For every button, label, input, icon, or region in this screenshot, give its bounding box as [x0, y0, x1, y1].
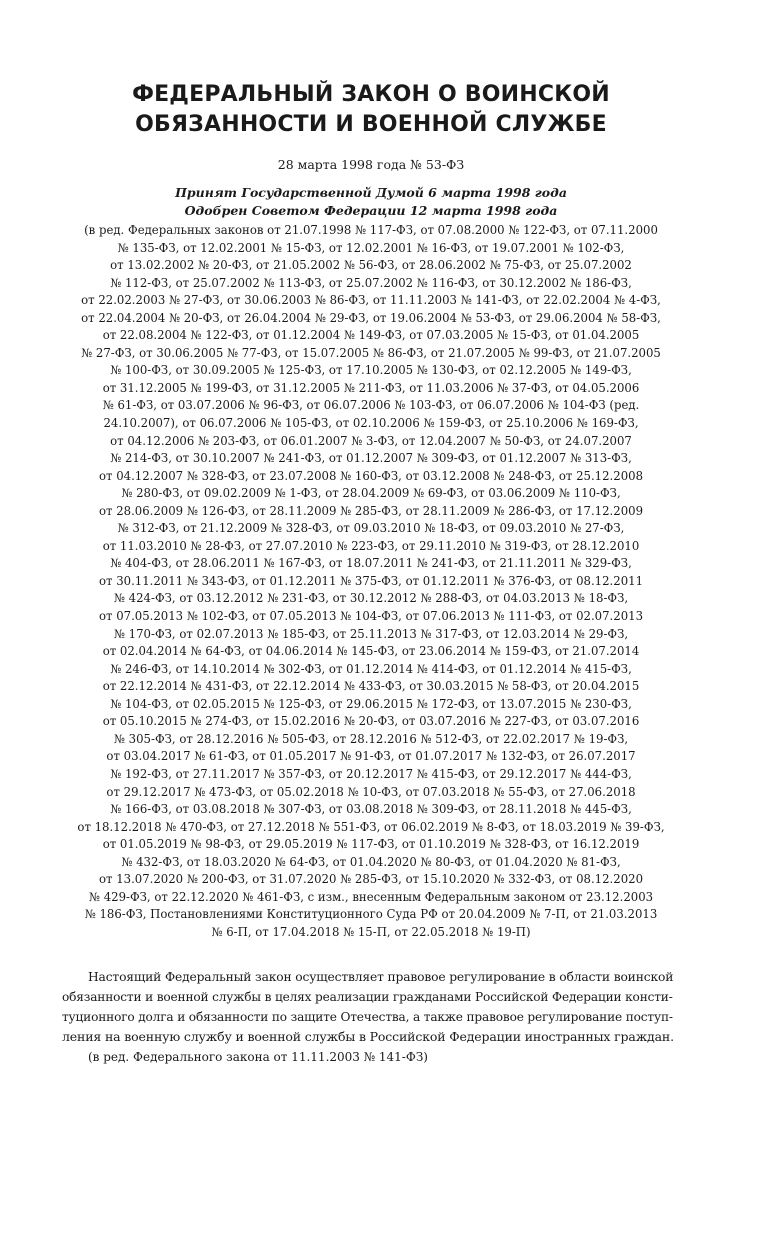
amendments-list [62, 222, 680, 941]
approved-by-council: Одобрен Советом Федерации 12 марта 1998 года [184, 203, 558, 218]
amendment-line: № 135-ФЗ, от 12.02.2001 № 15-ФЗ, от 12.02.2001 № 16-ФЗ, от 19.07.2001 № 102-ФЗ, [117, 240, 625, 255]
redaction-note: (в ред. Федерального закона от 11.11.2003 № 141-ФЗ) [88, 1050, 428, 1065]
preamble-line: туционного долга и обязанности по защите Отечества, а также правовое регулирование поступ- [62, 1010, 673, 1025]
amendment-line: № 192-ФЗ, от 27.11.2017 № 357-ФЗ, от 20.12.2017 № 415-ФЗ, от 29.12.2017 № 444-ФЗ, [110, 766, 632, 781]
amendment-line: № 246-ФЗ, от 14.10.2014 № 302-ФЗ, от 01.12.2014 № 414-ФЗ, от 01.12.2014 № 415-ФЗ, [110, 661, 632, 676]
amendment-line: № 170-ФЗ, от 02.07.2013 № 185-ФЗ, от 25.11.2013 № 317-ФЗ, от 12.03.2014 № 29-ФЗ, [113, 626, 629, 641]
amendment-line: № 404-ФЗ, от 28.06.2011 № 167-ФЗ, от 18.07.2011 № 241-ФЗ, от 21.11.2011 № 329-ФЗ, [110, 556, 632, 571]
amendment-line: от 31.12.2005 № 199-ФЗ, от 31.12.2005 № 211-ФЗ, от 11.03.2006 № 37-ФЗ, от 04.05.2006 [102, 380, 640, 395]
amendment-line: от 13.07.2020 № 200-ФЗ, от 31.07.2020 № 285-ФЗ, от 15.10.2020 № 332-ФЗ, от 08.12.2020 [98, 872, 644, 887]
amendment-line: № 104-ФЗ, от 02.05.2015 № 125-ФЗ, от 29.06.2015 № 172-ФЗ, от 13.07.2015 № 230-ФЗ, [110, 696, 632, 711]
amendment-line: № 100-ФЗ, от 30.09.2005 № 125-ФЗ, от 17.10.2005 № 130-ФЗ, от 02.12.2005 № 149-ФЗ, [110, 363, 632, 378]
amendment-line: № 305-ФЗ, от 28.12.2016 № 505-ФЗ, от 28.12.2016 № 512-ФЗ, от 22.02.2017 № 19-ФЗ, [113, 731, 629, 746]
amendment-line: от 13.02.2002 № 20-ФЗ, от 21.05.2002 № 56-ФЗ, от 28.06.2002 № 75-ФЗ, от 25.07.2002 [110, 258, 632, 273]
law-date-number: 28 марта 1998 года № 53-ФЗ [277, 157, 465, 172]
amendment-line: от 30.11.2011 № 343-ФЗ, от 01.12.2011 № 375-ФЗ, от 01.12.2011 № 376-ФЗ, от 08.12.2011 [98, 573, 644, 588]
amendment-line: № 166-ФЗ, от 03.08.2018 № 307-ФЗ, от 03.08.2018 № 309-ФЗ, от 28.11.2018 № 445-ФЗ, [110, 802, 632, 817]
amendment-line: от 28.06.2009 № 126-ФЗ, от 28.11.2009 № 285-ФЗ, от 28.11.2009 № 286-ФЗ, от 17.12.2009 [98, 503, 644, 518]
document-title [62, 80, 680, 140]
amendment-line: от 22.02.2003 № 27-ФЗ, от 30.06.2003 № 86-ФЗ, от 11.11.2003 № 141-ФЗ, от 22.02.2004 № 4-ФЗ, [81, 293, 661, 308]
amendment-line: от 11.03.2010 № 28-ФЗ, от 27.07.2010 № 223-ФЗ, от 29.11.2010 № 319-ФЗ, от 28.12.2010 [102, 538, 640, 553]
amendment-line: от 22.12.2014 № 431-ФЗ, от 22.12.2014 № 433-ФЗ, от 30.03.2015 № 58-ФЗ, от 20.04.2015 [102, 679, 640, 694]
amendment-line: (в ред. Федеральных законов от 21.07.1998 № 117-ФЗ, от 07.08.2000 № 122-ФЗ, от 07.11.2000 [84, 223, 658, 237]
amendment-line: № 432-ФЗ, от 18.03.2020 № 64-ФЗ, от 01.04.2020 № 80-ФЗ, от 01.04.2020 № 81-ФЗ, [121, 854, 621, 869]
amendment-line: от 05.10.2015 № 274-ФЗ, от 15.02.2016 № 20-ФЗ, от 03.07.2016 № 227-ФЗ, от 03.07.2016 [102, 714, 640, 729]
amendment-line: № 424-ФЗ, от 03.12.2012 № 231-ФЗ, от 30.12.2012 № 288-ФЗ, от 04.03.2013 № 18-ФЗ, [113, 591, 629, 606]
amendment-line: от 29.12.2017 № 473-ФЗ, от 05.02.2018 № 10-ФЗ, от 07.03.2018 № 55-ФЗ, от 27.06.2018 [106, 784, 636, 799]
amendment-line: от 04.12.2007 № 328-ФЗ, от 23.07.2008 № 160-ФЗ, от 03.12.2008 № 248-ФЗ, от 25.12.2008 [98, 468, 644, 483]
preamble-paragraph [62, 967, 680, 1047]
title-line-1: ФЕДЕРАЛЬНЫЙ ЗАКОН О ВОИНСКОЙ [132, 82, 610, 107]
amendment-line: от 22.08.2004 № 122-ФЗ, от 01.12.2004 № 149-ФЗ, от 07.03.2005 № 15-ФЗ, от 01.04.2005 [102, 328, 640, 343]
amendment-line: № 6-П, от 17.04.2018 № 15-П, от 22.05.2018 № 19-П) [211, 924, 531, 939]
preamble-line: Настоящий Федеральный закон осуществляет правовое регулирование в области воинской [88, 970, 674, 985]
amendment-line: № 186-ФЗ, Постановлениями Конституционного Суда РФ от 20.04.2009 № 7-П, от 21.03.2013 [84, 907, 658, 922]
amendment-line: 24.10.2007), от 06.07.2006 № 105-ФЗ, от 02.10.2006 № 159-ФЗ, от 25.10.2006 № 169-ФЗ, [103, 416, 639, 431]
preamble-line: обязанности и военной службы в целях реализации гражданами Российской Федерации консти- [62, 990, 673, 1005]
amendment-line: от 18.12.2018 № 470-ФЗ, от 27.12.2018 № 551-ФЗ, от 06.02.2019 № 8-ФЗ, от 18.03.2019 № 39-ФЗ, [77, 819, 665, 834]
document-page [62, 80, 680, 1067]
amendment-line: № 429-ФЗ, от 22.12.2020 № 461-ФЗ, с изм., внесенным Федеральным законом от 23.12.2003 [88, 889, 654, 904]
amendment-line: от 02.04.2014 № 64-ФЗ, от 04.06.2014 № 145-ФЗ, от 23.06.2014 № 159-ФЗ, от 21.07.2014 [102, 644, 640, 659]
amendment-line: № 112-ФЗ, от 25.07.2002 № 113-ФЗ, от 25.07.2002 № 116-ФЗ, от 30.12.2002 № 186-ФЗ, [110, 275, 632, 290]
amendment-line: от 01.05.2019 № 98-ФЗ, от 29.05.2019 № 117-ФЗ, от 01.10.2019 № 328-ФЗ, от 16.12.2019 [102, 837, 640, 852]
adopted-by-duma: Принят Государственной Думой 6 марта 1998 года [175, 185, 567, 200]
amendment-line: от 03.04.2017 № 61-ФЗ, от 01.05.2017 № 91-ФЗ, от 01.07.2017 № 132-ФЗ, от 26.07.2017 [106, 749, 636, 764]
amendment-line: № 280-ФЗ, от 09.02.2009 № 1-ФЗ, от 28.04.2009 № 69-ФЗ, от 03.06.2009 № 110-ФЗ, [121, 486, 621, 501]
amendment-line: № 312-ФЗ, от 21.12.2009 № 328-ФЗ, от 09.03.2010 № 18-ФЗ, от 09.03.2010 № 27-ФЗ, [117, 521, 625, 536]
amendment-line: № 27-ФЗ, от 30.06.2005 № 77-ФЗ, от 15.07.2005 № 86-ФЗ, от 21.07.2005 № 99-ФЗ, от 21.07.2005 [81, 345, 661, 360]
amendment-line: от 04.12.2006 № 203-ФЗ, от 06.01.2007 № 3-ФЗ, от 12.04.2007 № 50-ФЗ, от 24.07.2007 [110, 433, 632, 448]
amendment-line: от 07.05.2013 № 102-ФЗ, от 07.05.2013 № 104-ФЗ, от 07.06.2013 № 111-ФЗ, от 02.07.2013 [98, 609, 644, 624]
amendment-line: от 22.04.2004 № 20-ФЗ, от 26.04.2004 № 29-ФЗ, от 19.06.2004 № 53-ФЗ, от 29.06.2004 № 58-ФЗ, [81, 310, 661, 325]
preamble-line: ления на военную службу и военной службы в Российской Федерации иностранных граждан. [62, 1029, 674, 1045]
amendment-line: № 61-ФЗ, от 03.07.2006 № 96-ФЗ, от 06.07.2006 № 103-ФЗ, от 06.07.2006 № 104-ФЗ (ред. [102, 398, 640, 413]
amendment-line: № 214-ФЗ, от 30.10.2007 № 241-ФЗ, от 01.12.2007 № 309-ФЗ, от 01.12.2007 № 313-ФЗ, [110, 451, 632, 466]
title-line-2: ОБЯЗАННОСТИ И ВОЕННОЙ СЛУЖБЕ [135, 112, 607, 137]
adoption-info [62, 184, 680, 220]
